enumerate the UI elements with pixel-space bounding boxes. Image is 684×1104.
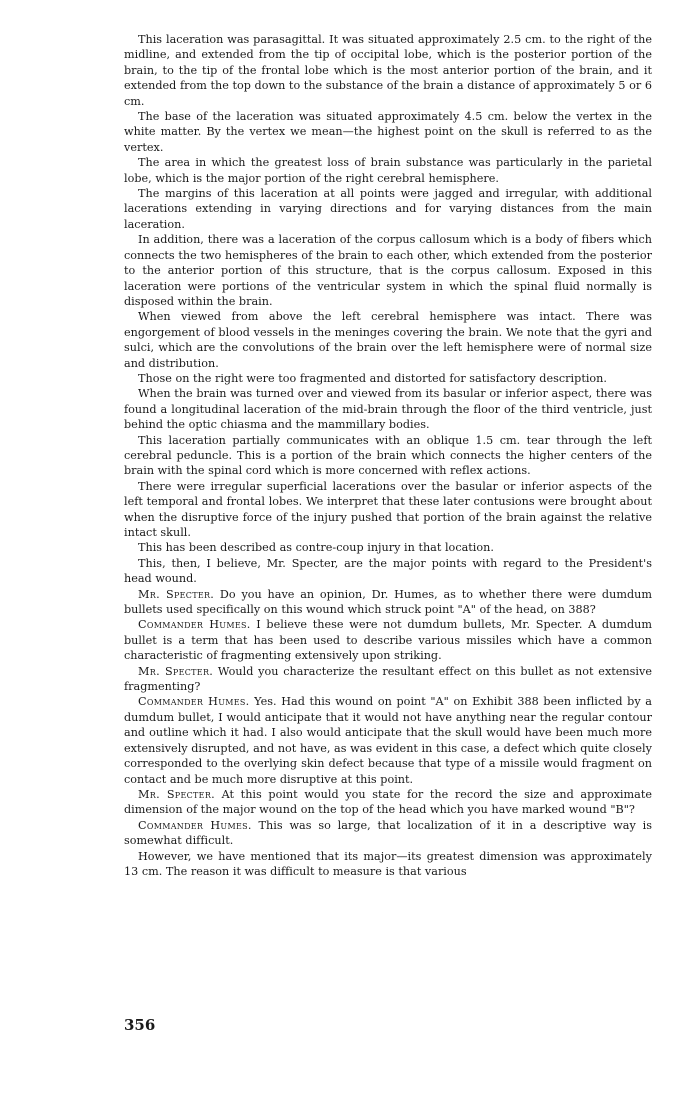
paragraph: However, we have mentioned that its major—its greatest dimension was approximately 13 cm. The reason it was difficult to measure is that various — [124, 849, 652, 878]
paragraph: This has been described as contre-coup injury in that location. — [138, 541, 494, 555]
testimony-text: Would you characterize the resultant effect on this bullet as not extensive fragmenting? — [124, 664, 652, 694]
paragraph: In addition, there was a laceration of the corpus callosum which is a body of fibers which connects the two hemispheres of the brain to each other, which extended from the posterior to the anterior portion of this structure, that is the corpus callosum. Exposed in this laceration were portions of the ventricular system in which the spinal fluid normally is disposed within the brain. — [124, 233, 652, 308]
paragraph: Those on the right were too fragmented and distorted for satisfactory description. — [138, 371, 607, 385]
speaker-name: Mr. Specter. — [138, 787, 216, 801]
paragraph: When viewed from above the left cerebral hemisphere was intact. There was engorgement of blood vessels in the meninges covering the brain. We note that the gyri and sulci, which are the convolutions of the brain over the left hemisphere were of normal size and distribution. — [124, 310, 652, 370]
testimony-text: This was so large, that localization of it in a descriptive way is somewhat difficult. — [124, 818, 652, 848]
testimony-text: Do you have an opinion, Dr. Humes, as to whether there were dumdum bullets used specifically on this wound which struck point "A" of the head, on 388? — [124, 587, 652, 617]
testimony-text: At this point would you state for the record the size and approximate dimension of the major wound on the top of the head which you have marked wound "B"? — [124, 787, 652, 817]
speaker-name: Mr. Specter. — [138, 664, 214, 678]
paragraph: This laceration partially communicates with an oblique 1.5 cm. tear through the left cerebral peduncle. This is a portion of the brain which connects the higher centers of the brain with the spinal cord which is more concerned with reflex actions. — [124, 433, 652, 478]
speaker-name: Commander Humes. — [138, 695, 250, 709]
paragraph: This, then, I believe, Mr. Specter, are the major points with regard to the President's head wound. — [124, 556, 652, 586]
paragraph: There were irregular superficial lacerations over the basular or inferior aspects of the left temporal and frontal lobes. We interpret that these later contusions were brought about when the disruptive force of the injury pushed that portion of the brain against the relative intact skull. — [124, 479, 652, 539]
paragraph: The margins of this laceration at all points were jagged and irregular, with additional lacerations extending in varying directions and for varying distances from the main laceration. — [124, 187, 652, 231]
page-number: 356 — [124, 1016, 156, 1034]
speaker-name: Commander Humes. — [138, 618, 251, 632]
paragraph: The base of the laceration was situated approximately 4.5 cm. below the vertex in the white matter. By the vertex we mean—the highest point on the skull is referred to as the vertex. — [124, 110, 652, 154]
speaker-name: Commander Humes. — [138, 818, 252, 832]
testimony-paragraph — [124, 818, 652, 849]
testimony-paragraph — [124, 664, 652, 695]
speaker-name: Mr. Specter. — [138, 587, 215, 601]
paragraph: The area in which the greatest loss of brain substance was particularly in the parietal lobe, which is the major portion of the right cerebral hemisphere. — [124, 156, 652, 185]
testimony-paragraph — [124, 617, 652, 663]
document-body — [124, 32, 652, 879]
testimony-text: I believe these were not dumdum bullets, Mr. Specter. A dumdum bullet is a term that has been used to describe various missiles which have a common characteristic of fragmenting extensively upon striking. — [124, 618, 652, 663]
testimony-paragraph — [124, 787, 652, 818]
testimony-paragraph — [124, 587, 652, 618]
testimony-text: Yes. Had this wound on point "A" on Exhibit 388 been inflicted by a dumdum bullet, I would anticipate that it would not have anything near the regular contour and outline which it had. I also would anticipate that the skull would have been much more extensively disrupted, and not have, as was evident in this case, a defect which quite closely corresponded to the overlying skin defect because that type of a missile would fragment on contact and be much more disruptive at this point. — [124, 695, 652, 786]
paragraph: When the brain was turned over and viewed from its basular or inferior aspect, there was found a longitudinal laceration of the mid-brain through the floor of the third ventricle, just behind the optic chiasma and the mammillary bodies. — [124, 387, 652, 432]
testimony-paragraph — [124, 694, 652, 786]
paragraph: This laceration was parasagittal. It was situated approximately 2.5 cm. to the right of the midline, and extended from the tip of occipital lobe, which is the posterior portion of the brain, to the tip of the frontal lobe which is the most anterior portion of the brain, and it extended from the top down to the substance of the brain a distance of approximately 5 or 6 cm. — [124, 33, 652, 108]
